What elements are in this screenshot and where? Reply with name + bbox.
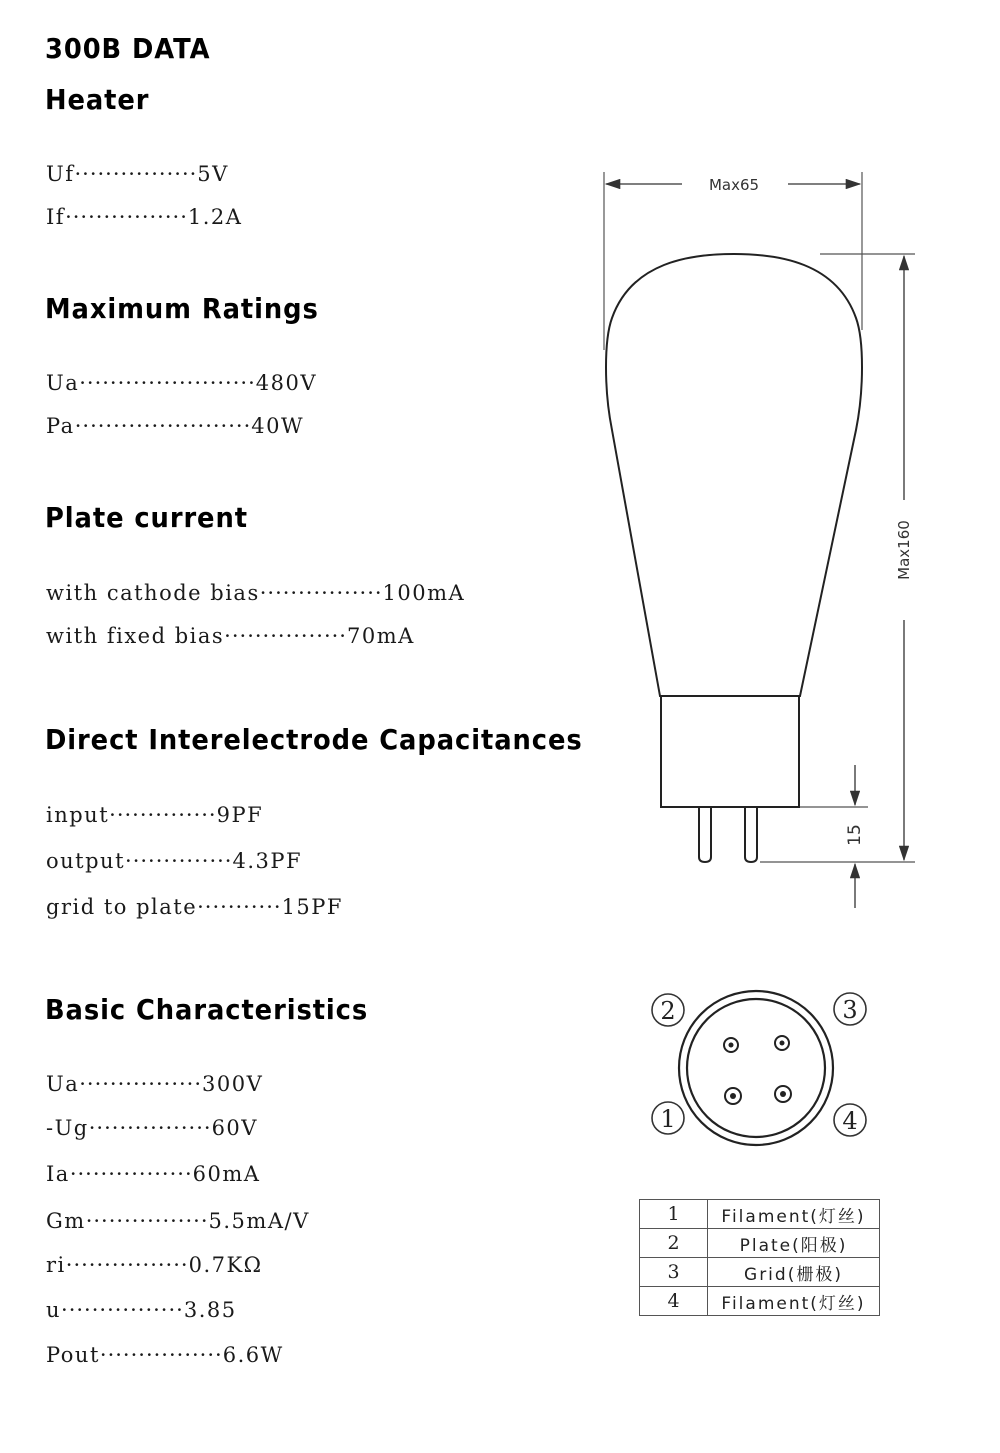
spec-dots: ················ — [259, 581, 383, 605]
base-outer-ring — [679, 991, 833, 1145]
spec-value: 300V — [202, 1072, 264, 1096]
spec-value: 480V — [255, 371, 318, 395]
pin-hole-center — [730, 1093, 736, 1099]
pin-number-1: 1 — [660, 1105, 676, 1133]
pin-number-4: 4 — [842, 1107, 858, 1135]
spec-dots: ·············· — [125, 849, 233, 873]
spec-label: input — [46, 803, 110, 827]
spec-dots: ················ — [99, 1343, 223, 1367]
section-heading-heater: Heater — [45, 83, 150, 116]
spec-label: Uf — [46, 162, 75, 186]
pin-number-3: 3 — [842, 996, 858, 1024]
pin-number-2: 2 — [660, 997, 676, 1025]
spec-dots: ················ — [65, 205, 188, 229]
table-row — [640, 1200, 880, 1229]
spec-label: If — [46, 205, 66, 229]
tube-base — [661, 696, 799, 807]
spec-value: 5.5mA/V — [208, 1209, 310, 1233]
function-cell: Filament(灯丝) — [708, 1200, 880, 1229]
spec-label: -Ug — [46, 1116, 89, 1140]
function-cell: Grid(栅极) — [708, 1258, 880, 1287]
spec-dots: ······················· — [74, 414, 252, 438]
spec-label: grid to plate — [46, 895, 198, 919]
spec-dots: ················ — [69, 1162, 193, 1186]
tube-pin — [699, 807, 711, 862]
function-cell: Plate(阳极) — [708, 1229, 880, 1258]
spec-label: with cathode bias — [46, 581, 260, 605]
spec-value: 3.85 — [183, 1298, 237, 1322]
table-row — [640, 1258, 880, 1287]
spec-label: Ia — [46, 1162, 70, 1186]
pin-hole-center — [780, 1041, 785, 1046]
spec-dots: ······················· — [79, 371, 256, 395]
section-heading-capacitances: Direct Interelectrode Capacitances — [45, 723, 583, 756]
pin-hole-center — [729, 1043, 734, 1048]
spec-dots: ················ — [74, 162, 198, 186]
spec-label: Pa — [46, 414, 75, 438]
spec-dots: ·············· — [109, 803, 217, 827]
spec-label: Ua — [46, 1072, 80, 1096]
spec-value: 70mA — [346, 624, 415, 648]
spec-value: 0.7KΩ — [188, 1253, 263, 1277]
tube-pin — [745, 807, 757, 862]
spec-label: Gm — [46, 1209, 86, 1233]
spec-value: 9PF — [216, 803, 264, 827]
spec-value: 4.3PF — [232, 849, 303, 873]
table-row — [640, 1287, 880, 1316]
base-inner-ring — [687, 999, 825, 1137]
spec-value: 5V — [197, 162, 229, 186]
spec-label: u — [46, 1298, 62, 1322]
height-dimension-label: Max160 — [895, 520, 913, 580]
spec-value: 15PF — [281, 895, 343, 919]
spec-dots: ················ — [88, 1116, 212, 1140]
section-heading-max-ratings: Maximum Ratings — [45, 292, 319, 325]
pin-cell: 2 — [640, 1229, 708, 1258]
spec-dots: ················ — [224, 624, 347, 648]
spec-label: Ua — [46, 371, 80, 395]
spec-dots: ················ — [85, 1209, 209, 1233]
tube-envelope — [606, 254, 862, 696]
spec-dots: ················ — [61, 1298, 184, 1322]
spec-value: 100mA — [382, 581, 466, 605]
pin-cell: 4 — [640, 1287, 708, 1316]
spec-dots: ··········· — [197, 895, 282, 919]
base-pin-diagram — [652, 991, 866, 1145]
pin-function-table — [639, 1199, 880, 1316]
spec-value: 60mA — [192, 1162, 261, 1186]
section-heading-basic: Basic Characteristics — [45, 993, 369, 1026]
width-dimension-label: Max65 — [708, 176, 760, 194]
spec-value: 40W — [251, 414, 305, 438]
spec-value: 1.2A — [187, 205, 243, 229]
pin-cell: 1 — [640, 1200, 708, 1229]
pin-cell: 3 — [640, 1258, 708, 1287]
spec-label: output — [46, 849, 126, 873]
spec-label: Pout — [46, 1343, 100, 1367]
spec-dots: ················ — [65, 1253, 189, 1277]
function-cell: Filament(灯丝) — [708, 1287, 880, 1316]
pin-length-label: 15 — [845, 824, 865, 846]
spec-dots: ················ — [79, 1072, 203, 1096]
section-heading-plate-current: Plate current — [45, 501, 248, 534]
pin-hole-center — [780, 1091, 786, 1097]
spec-label: with fixed bias — [46, 624, 225, 648]
page-title: 300B DATA — [45, 32, 211, 65]
spec-value: 6.6W — [222, 1343, 284, 1367]
spec-label: ri — [46, 1253, 66, 1277]
spec-value: 60V — [211, 1116, 258, 1140]
table-row — [640, 1229, 880, 1258]
